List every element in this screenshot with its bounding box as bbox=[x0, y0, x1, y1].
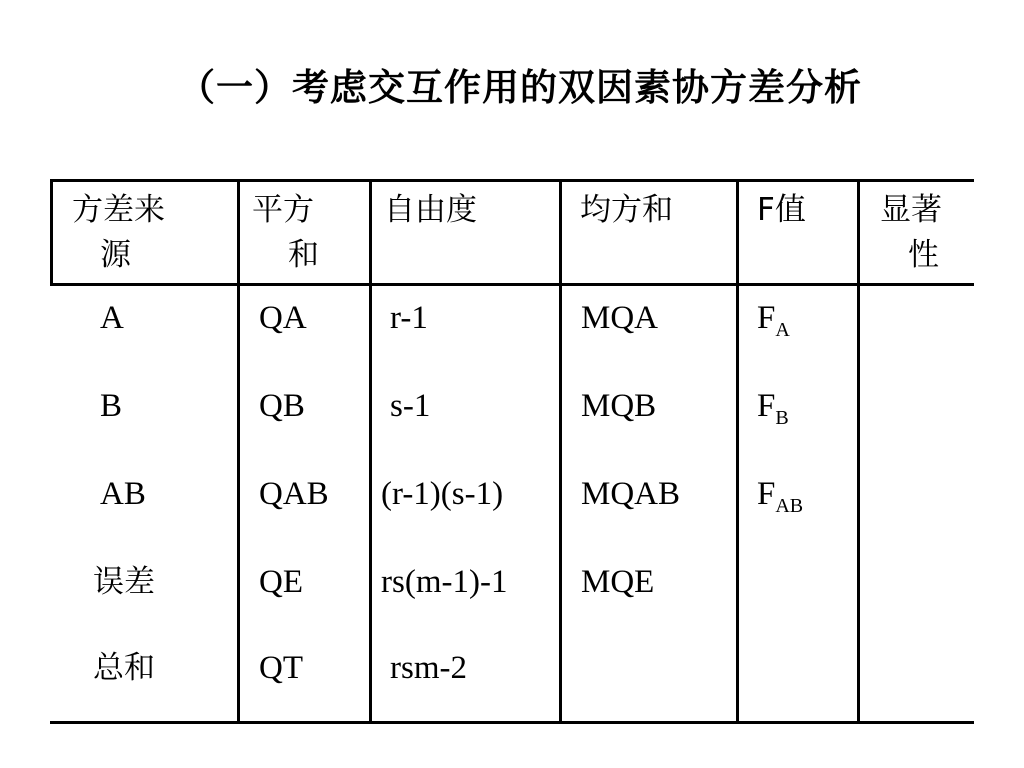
header-significance bbox=[880, 188, 942, 278]
cell-mean-square: MQA bbox=[581, 300, 659, 336]
cell-source: 误差 bbox=[93, 564, 155, 600]
header-mean-square bbox=[580, 188, 673, 233]
header-source bbox=[72, 188, 165, 278]
header-bottom-border bbox=[50, 283, 974, 286]
header-line: 性 bbox=[908, 237, 939, 273]
table-bottom-border bbox=[50, 721, 974, 724]
f-symbol: F bbox=[757, 388, 776, 424]
header-line: 方差来 bbox=[72, 192, 165, 228]
header-line: F值 bbox=[757, 192, 806, 228]
cell-source: 总和 bbox=[93, 650, 155, 686]
cell-degrees-of-freedom: s-1 bbox=[390, 388, 431, 424]
f-symbol: F bbox=[757, 300, 776, 336]
column-divider bbox=[857, 179, 860, 724]
header-line: 源 bbox=[100, 237, 131, 273]
f-subscript: AB bbox=[775, 495, 804, 517]
cell-sum-of-squares: QA bbox=[259, 300, 307, 336]
cell-mean-square: MQB bbox=[581, 388, 657, 424]
cell-f-value bbox=[757, 298, 790, 341]
cell-source: A bbox=[100, 300, 124, 336]
header-line: 和 bbox=[288, 237, 319, 273]
slide-title: （一）考虑交互作用的双因素协方差分析 bbox=[178, 66, 862, 109]
table-top-border bbox=[50, 179, 974, 182]
cell-mean-square: MQAB bbox=[581, 476, 681, 512]
column-divider bbox=[237, 179, 240, 724]
cell-degrees-of-freedom: r-1 bbox=[390, 300, 428, 336]
column-divider bbox=[369, 179, 372, 724]
cell-mean-square: MQE bbox=[581, 564, 655, 600]
column-divider bbox=[736, 179, 739, 724]
cell-sum-of-squares: QAB bbox=[259, 476, 329, 512]
cell-source: B bbox=[100, 388, 123, 424]
f-subscript: B bbox=[775, 407, 789, 429]
cell-source: AB bbox=[100, 476, 146, 512]
header-sum-of-squares bbox=[252, 188, 319, 278]
header-line: 显著 bbox=[880, 192, 942, 228]
header-degrees-of-freedom bbox=[384, 188, 477, 233]
cell-f-value bbox=[757, 474, 804, 517]
cell-degrees-of-freedom: rs(m-1)-1 bbox=[381, 564, 508, 600]
header-line: 平方 bbox=[252, 192, 314, 228]
header-line: 自由度 bbox=[384, 192, 477, 228]
header-line: 均方和 bbox=[580, 192, 673, 228]
f-symbol: F bbox=[757, 476, 776, 512]
column-divider bbox=[559, 179, 562, 724]
cell-degrees-of-freedom: (r-1)(s-1) bbox=[381, 476, 504, 512]
cell-sum-of-squares: QE bbox=[259, 564, 303, 600]
cell-sum-of-squares: QT bbox=[259, 650, 303, 686]
cell-sum-of-squares: QB bbox=[259, 388, 305, 424]
column-divider bbox=[50, 179, 53, 286]
cell-f-value bbox=[757, 386, 789, 429]
f-subscript: A bbox=[775, 319, 790, 341]
header-f-value bbox=[757, 188, 806, 233]
cell-degrees-of-freedom: rsm-2 bbox=[390, 650, 467, 686]
